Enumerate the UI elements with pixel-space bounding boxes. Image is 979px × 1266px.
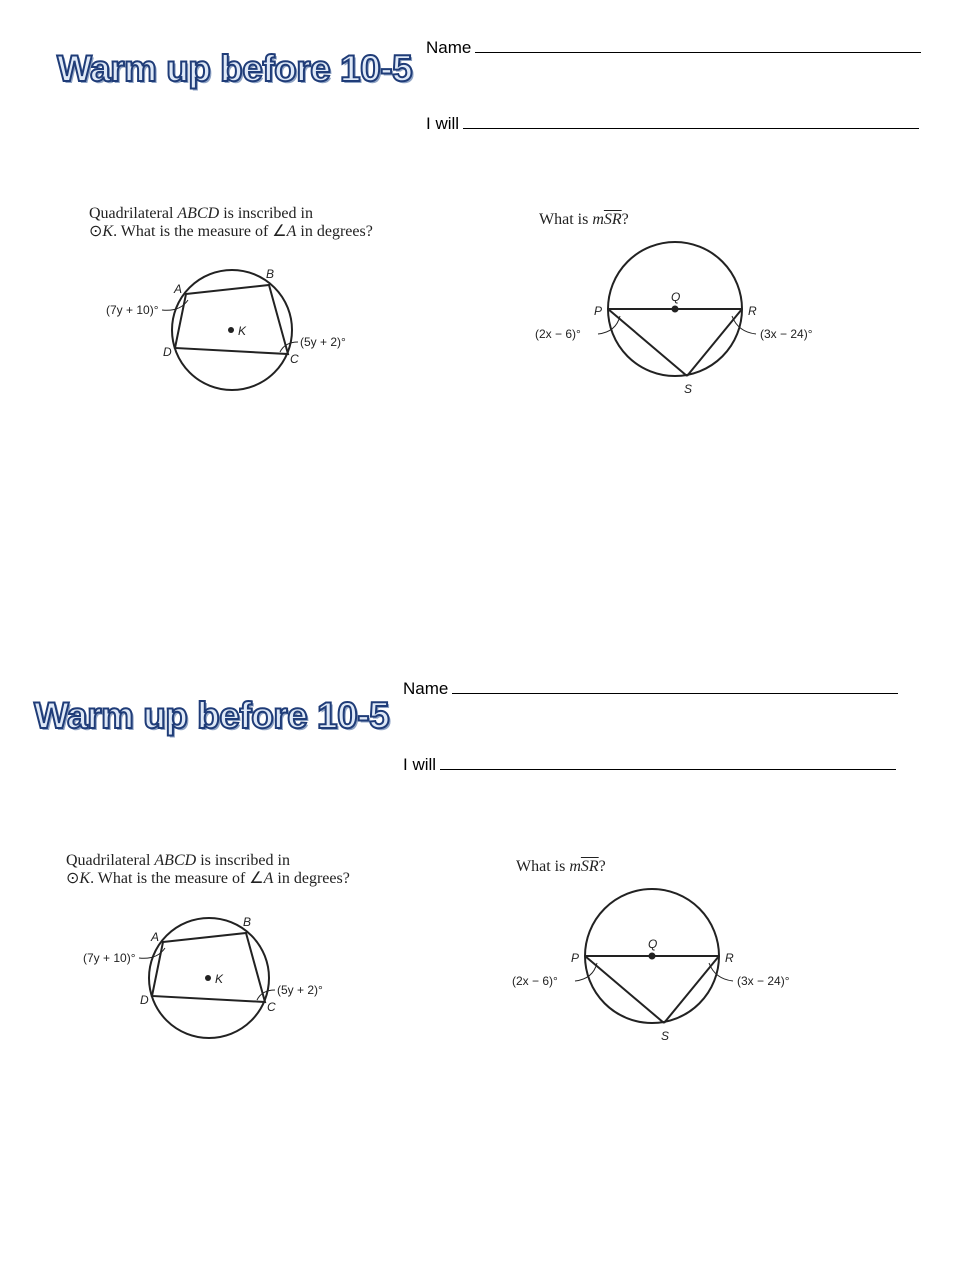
- problem1-question-line2-c: . What is the measure of ∠: [90, 870, 264, 887]
- label-p: P: [571, 951, 580, 965]
- problem1-question-line2-b: K: [79, 870, 91, 887]
- label-s: S: [684, 382, 693, 396]
- segment-ps: [585, 956, 664, 1023]
- will-label: I will: [426, 114, 460, 133]
- label-d: D: [163, 345, 172, 359]
- inscribed-triangle-diagram: [507, 885, 827, 1050]
- name-label: Name: [403, 679, 449, 698]
- problem1-question-line2-a: ⊙: [89, 223, 103, 240]
- center-q-dot: [649, 953, 656, 960]
- angle-p-label: (2x − 6)°: [512, 974, 558, 988]
- problem1-question-line2-b: K: [102, 223, 114, 240]
- label-b: B: [243, 915, 252, 929]
- problem1-question-line1-a: Quadrilateral: [66, 852, 155, 869]
- problem1-question-line2-d: A: [286, 223, 297, 240]
- label-a: A: [151, 930, 160, 944]
- label-s: S: [661, 1029, 670, 1043]
- angle-r-leader: [732, 316, 756, 334]
- will-label: I will: [403, 755, 437, 774]
- problem1-question: [89, 205, 373, 241]
- label-d: D: [140, 993, 149, 1007]
- label-p: P: [594, 304, 603, 318]
- center-q-dot: [672, 306, 679, 313]
- problem1-question-line2-d: A: [263, 870, 274, 887]
- will-line: [403, 755, 896, 775]
- problem1-question-line2-a: ⊙: [66, 870, 80, 887]
- arc-sr: $\overline{SR}$: [580, 858, 599, 875]
- name-blank[interactable]: [452, 692, 898, 694]
- problem2-question-end: ?: [598, 858, 606, 875]
- worksheet-title: Warm up before 10-5: [57, 48, 413, 89]
- problem2-question: [539, 211, 629, 229]
- angle-r-label: (3x − 24)°: [760, 327, 813, 341]
- quadrilateral-abcd: [152, 933, 265, 1002]
- label-b: B: [266, 267, 275, 281]
- segment-ps: [608, 309, 687, 376]
- label-r: R: [725, 951, 734, 965]
- center-k-dot: [228, 327, 234, 333]
- angle-r-label: (3x − 24)°: [737, 974, 790, 988]
- angle-r-leader: [709, 963, 733, 981]
- angle-p-label: (2x − 6)°: [535, 327, 581, 341]
- problem1-question-line1-a: Quadrilateral: [89, 205, 178, 222]
- label-r: R: [748, 304, 757, 318]
- worksheet-title: Warm up before 10-5: [34, 695, 390, 736]
- inscribed-triangle-diagram: [530, 238, 850, 403]
- label-c: C: [290, 352, 299, 366]
- problem1-question-line2-e: in degrees?: [296, 223, 373, 240]
- angle-a-label: (7y + 10)°: [83, 951, 136, 965]
- inscribed-quadrilateral-diagram: [77, 908, 347, 1048]
- name-blank[interactable]: [475, 51, 921, 53]
- problem2-question: [516, 858, 606, 876]
- quadrilateral-abcd: [175, 285, 288, 354]
- problem1-question-line1-b: ABCD: [154, 852, 197, 869]
- arc-sr: $\overline{SR}$: [603, 211, 622, 228]
- label-k: K: [238, 324, 247, 338]
- problem2-question-a: What is: [516, 858, 570, 875]
- problem2-question-end: ?: [621, 211, 629, 228]
- label-c: C: [267, 1000, 276, 1014]
- angle-c-label: (5y + 2)°: [300, 335, 346, 349]
- label-q: Q: [648, 937, 658, 951]
- will-line: [426, 114, 919, 134]
- problem1-question-line1-c: is inscribed in: [196, 852, 290, 869]
- problem1-question-line1-c: is inscribed in: [219, 205, 313, 222]
- name-line: [426, 38, 921, 58]
- center-k-dot: [205, 975, 211, 981]
- problem1-question-line1-b: ABCD: [177, 205, 220, 222]
- angle-c-label: (5y + 2)°: [277, 983, 323, 997]
- name-line: [403, 679, 898, 699]
- problem1-question-line2-c: . What is the measure of ∠: [113, 223, 287, 240]
- problem1-question-line2-e: in degrees?: [273, 870, 350, 887]
- will-blank[interactable]: [463, 127, 919, 129]
- will-blank[interactable]: [440, 768, 896, 770]
- problem2-question-m: m: [569, 858, 581, 875]
- label-q: Q: [671, 290, 681, 304]
- name-label: Name: [426, 38, 472, 57]
- inscribed-quadrilateral-diagram: [100, 260, 370, 400]
- problem1-question: [66, 852, 350, 888]
- worksheet-bottom: [0, 633, 979, 1266]
- problem2-question-a: What is: [539, 211, 593, 228]
- label-a: A: [174, 282, 183, 296]
- angle-a-label: (7y + 10)°: [106, 303, 159, 317]
- problem2-question-m: m: [592, 211, 604, 228]
- label-k: K: [215, 972, 224, 986]
